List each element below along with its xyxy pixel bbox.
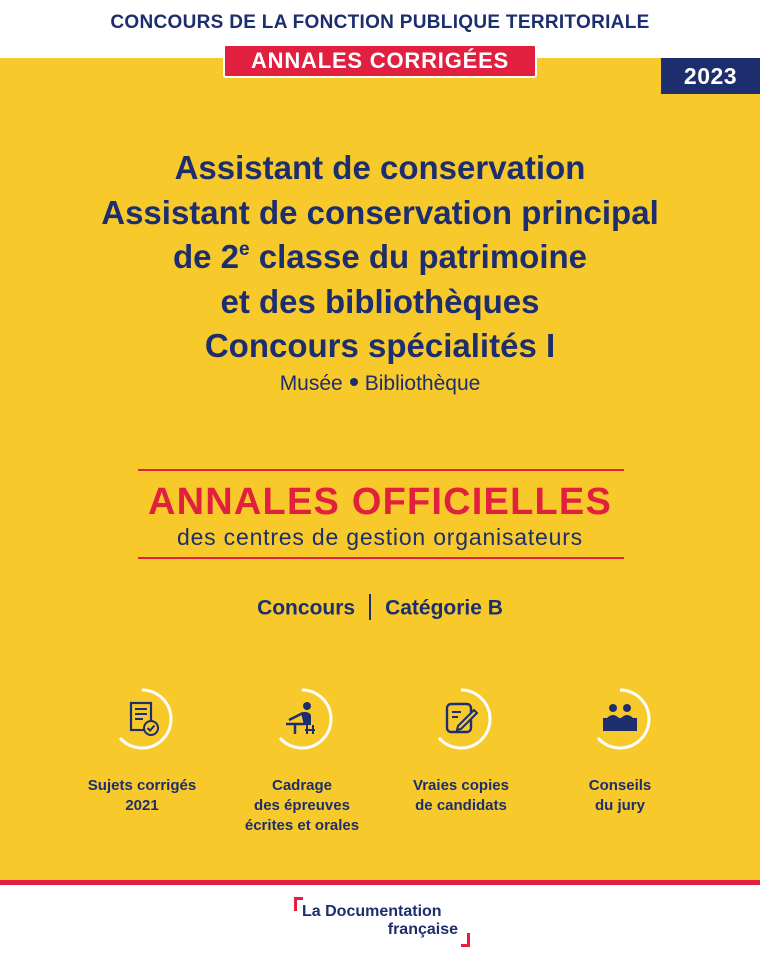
specialities-subtitle — [0, 372, 760, 396]
edit-paper-icon — [430, 688, 492, 750]
feature-label — [217, 776, 387, 836]
year-badge: 2023 — [661, 58, 760, 94]
title-line-3-end: classe du patrimoine — [249, 238, 588, 275]
feature-sujets-corriges — [57, 688, 227, 816]
category-line — [0, 596, 760, 622]
speciality-musee: Musée — [279, 372, 343, 395]
title-line-5: Concours spécialités I — [204, 327, 556, 364]
speciality-bibliotheque: Bibliothèque — [364, 372, 481, 395]
feature-label — [535, 776, 705, 816]
category-b: Catégorie B — [385, 596, 503, 620]
category-concours: Concours — [257, 596, 356, 620]
bullet-dot-icon — [350, 378, 358, 386]
feature-label-line: écrites et orales — [244, 817, 360, 834]
bottom-red-rule — [138, 557, 624, 559]
annales-corrigees-badge: ANNALES CORRIGÉES — [223, 44, 537, 78]
feature-label-line: du jury — [594, 797, 645, 814]
official-subheading: des centres de gestion organisateurs — [177, 524, 583, 550]
jury-panel-icon — [589, 688, 651, 750]
feature-label-line: Vraies copies — [413, 777, 509, 794]
feature-label-line: Sujets corrigés — [87, 777, 197, 794]
official-heading: ANNALES OFFICIELLES — [147, 481, 613, 523]
feature-label-line: Cadrage — [271, 777, 333, 794]
feature-vraies-copies — [376, 688, 546, 816]
feature-cadrage — [217, 688, 387, 836]
feature-conseils-jury — [535, 688, 705, 816]
title-line-1: Assistant de conservation — [174, 149, 586, 186]
feature-label-line: 2021 — [125, 797, 159, 814]
feature-label — [376, 776, 546, 816]
title-line-3-start: de 2 — [172, 238, 239, 275]
top-red-rule — [138, 469, 624, 471]
feature-label-line: Conseils — [588, 777, 652, 794]
series-title: CONCOURS DE LA FONCTION PUBLIQUE TERRITORIALE — [110, 12, 650, 33]
book-title — [0, 146, 760, 369]
exam-candidate-icon — [271, 688, 333, 750]
publisher-logo — [294, 897, 470, 947]
title-line-2: Assistant de conservation principal — [101, 193, 659, 231]
title-line-3 — [0, 235, 760, 280]
logo-bracket-bottom-right — [461, 933, 470, 947]
publisher-line-1: La Documentation — [302, 903, 442, 920]
category-separator — [369, 594, 371, 620]
title-line-4: et des bibliothèques — [220, 282, 540, 320]
title-superscript: e — [239, 239, 250, 260]
document-check-icon — [111, 688, 173, 750]
feature-label-line: de candidats — [415, 797, 507, 814]
feature-label — [57, 776, 227, 816]
feature-label-line: des épreuves — [254, 797, 350, 814]
publisher-line-2: française — [387, 921, 458, 938]
